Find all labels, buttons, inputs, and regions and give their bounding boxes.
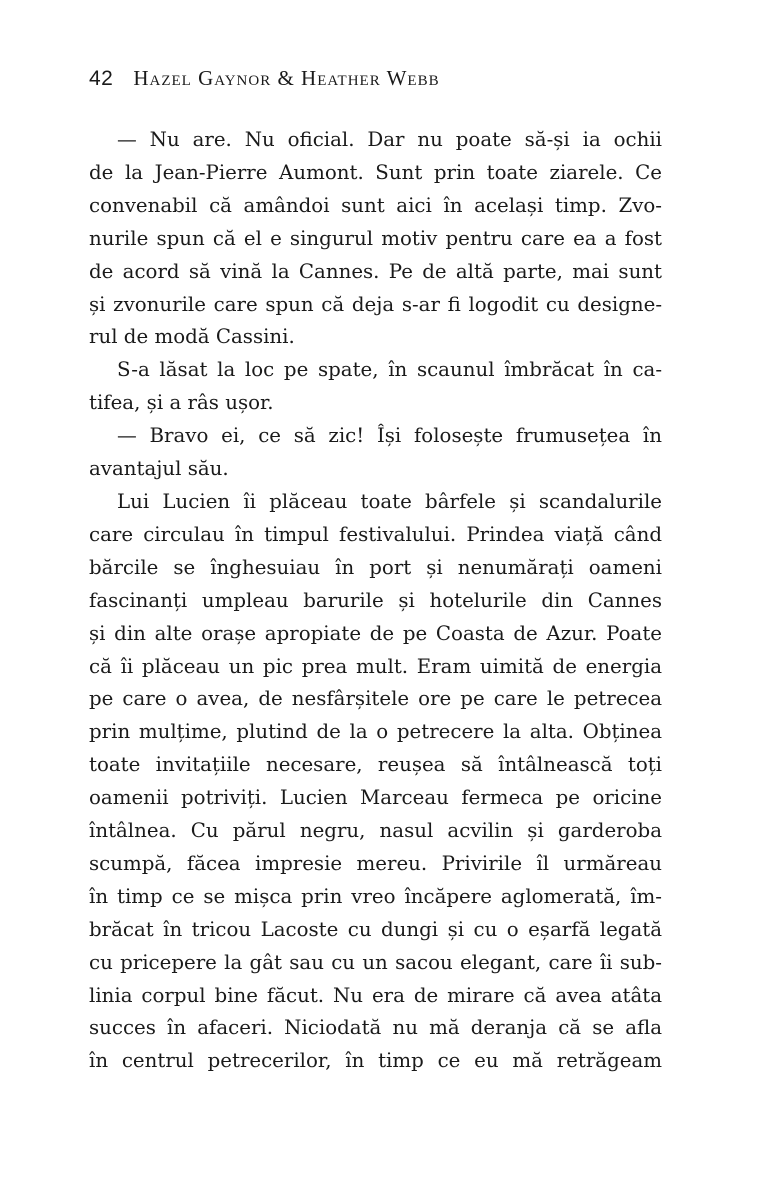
paragraph bbox=[89, 354, 662, 420]
text-line: întâlnea. Cu părul negru, nasul acvilin și garderoba bbox=[89, 819, 662, 843]
text-line: Lui Lucien îi plăceau toate bârfele și scandalurile bbox=[117, 489, 662, 513]
text-line: bărcile se înghesuiau în port și nenumărați oameni bbox=[89, 555, 662, 579]
text-line: prin mulțime, plutind de la o petrecere la alta. Obținea bbox=[89, 720, 662, 744]
text-line: brăcat în tricou Lacoste cu dungi și cu o eșarfă legată bbox=[89, 917, 662, 941]
page-header bbox=[89, 66, 440, 96]
text-line: toate invitațiile necesare, reușea să întâlnească toți bbox=[89, 753, 662, 777]
text-line: linia corpul bine făcut. Nu era de mirare că avea atâta bbox=[89, 983, 662, 1007]
body-text bbox=[89, 124, 662, 1078]
paragraph bbox=[89, 124, 662, 354]
text-line: cu pricepere la gât sau cu un sacou elegant, care îi sub- bbox=[89, 950, 662, 974]
text-line: și zvonurile care spun că deja s-ar fi logodit cu designe- bbox=[89, 292, 662, 316]
text-line: — Nu are. Nu oficial. Dar nu poate să-și ia ochii bbox=[117, 128, 662, 151]
text-line: oamenii potriviți. Lucien Marceau fermeca pe oricine bbox=[89, 786, 662, 810]
paragraph bbox=[89, 420, 662, 486]
text-line: — Bravo ei, ce să zic! Își folosește frumusețea în bbox=[117, 424, 662, 448]
text-line: rul de modă Cassini. bbox=[89, 325, 295, 349]
text-line: pe care o avea, de nesfârșitele ore pe care le petrecea bbox=[89, 687, 662, 711]
text-line: care circulau în timpul festivalului. Prindea viață când bbox=[89, 522, 662, 546]
running-head: Hazel Gaynor & Heather Webb bbox=[133, 66, 440, 90]
text-line: nurile spun că el e singurul motiv pentru care ea a fost bbox=[89, 226, 662, 250]
text-line: de acord să vină la Cannes. Pe de altă parte, mai sunt bbox=[89, 259, 662, 283]
text-line: tifea, și a râs ușor. bbox=[89, 391, 274, 415]
text-line: succes în afaceri. Niciodată nu mă deranja că se afla bbox=[89, 1016, 662, 1040]
text-line: că îi plăceau un pic prea mult. Eram uimită de energia bbox=[89, 654, 662, 678]
text-line: fascinanți umpleau barurile și hotelurile din Cannes bbox=[89, 588, 662, 612]
text-line: în centrul petrecerilor, în timp ce eu mă retrăgeam bbox=[89, 1049, 662, 1073]
text-line: de la Jean-Pierre Aumont. Sunt prin toate ziarele. Ce bbox=[89, 160, 662, 184]
text-line: S-a lăsat la loc pe spate, în scaunul îmbrăcat în ca- bbox=[117, 358, 662, 382]
text-line: și din alte orașe apropiate de pe Coasta de Azur. Poate bbox=[89, 621, 662, 645]
text-line: scumpă, făcea impresie mereu. Privirile îl urmăreau bbox=[89, 851, 662, 875]
text-line: în timp ce se mișca prin vreo încăpere aglomerată, îm- bbox=[89, 884, 662, 908]
text-line: convenabil că amândoi sunt aici în același timp. Zvo- bbox=[89, 193, 662, 217]
text-line: avantajul său. bbox=[89, 457, 229, 481]
page-number: 42 bbox=[89, 67, 114, 90]
paragraph bbox=[89, 486, 662, 1078]
